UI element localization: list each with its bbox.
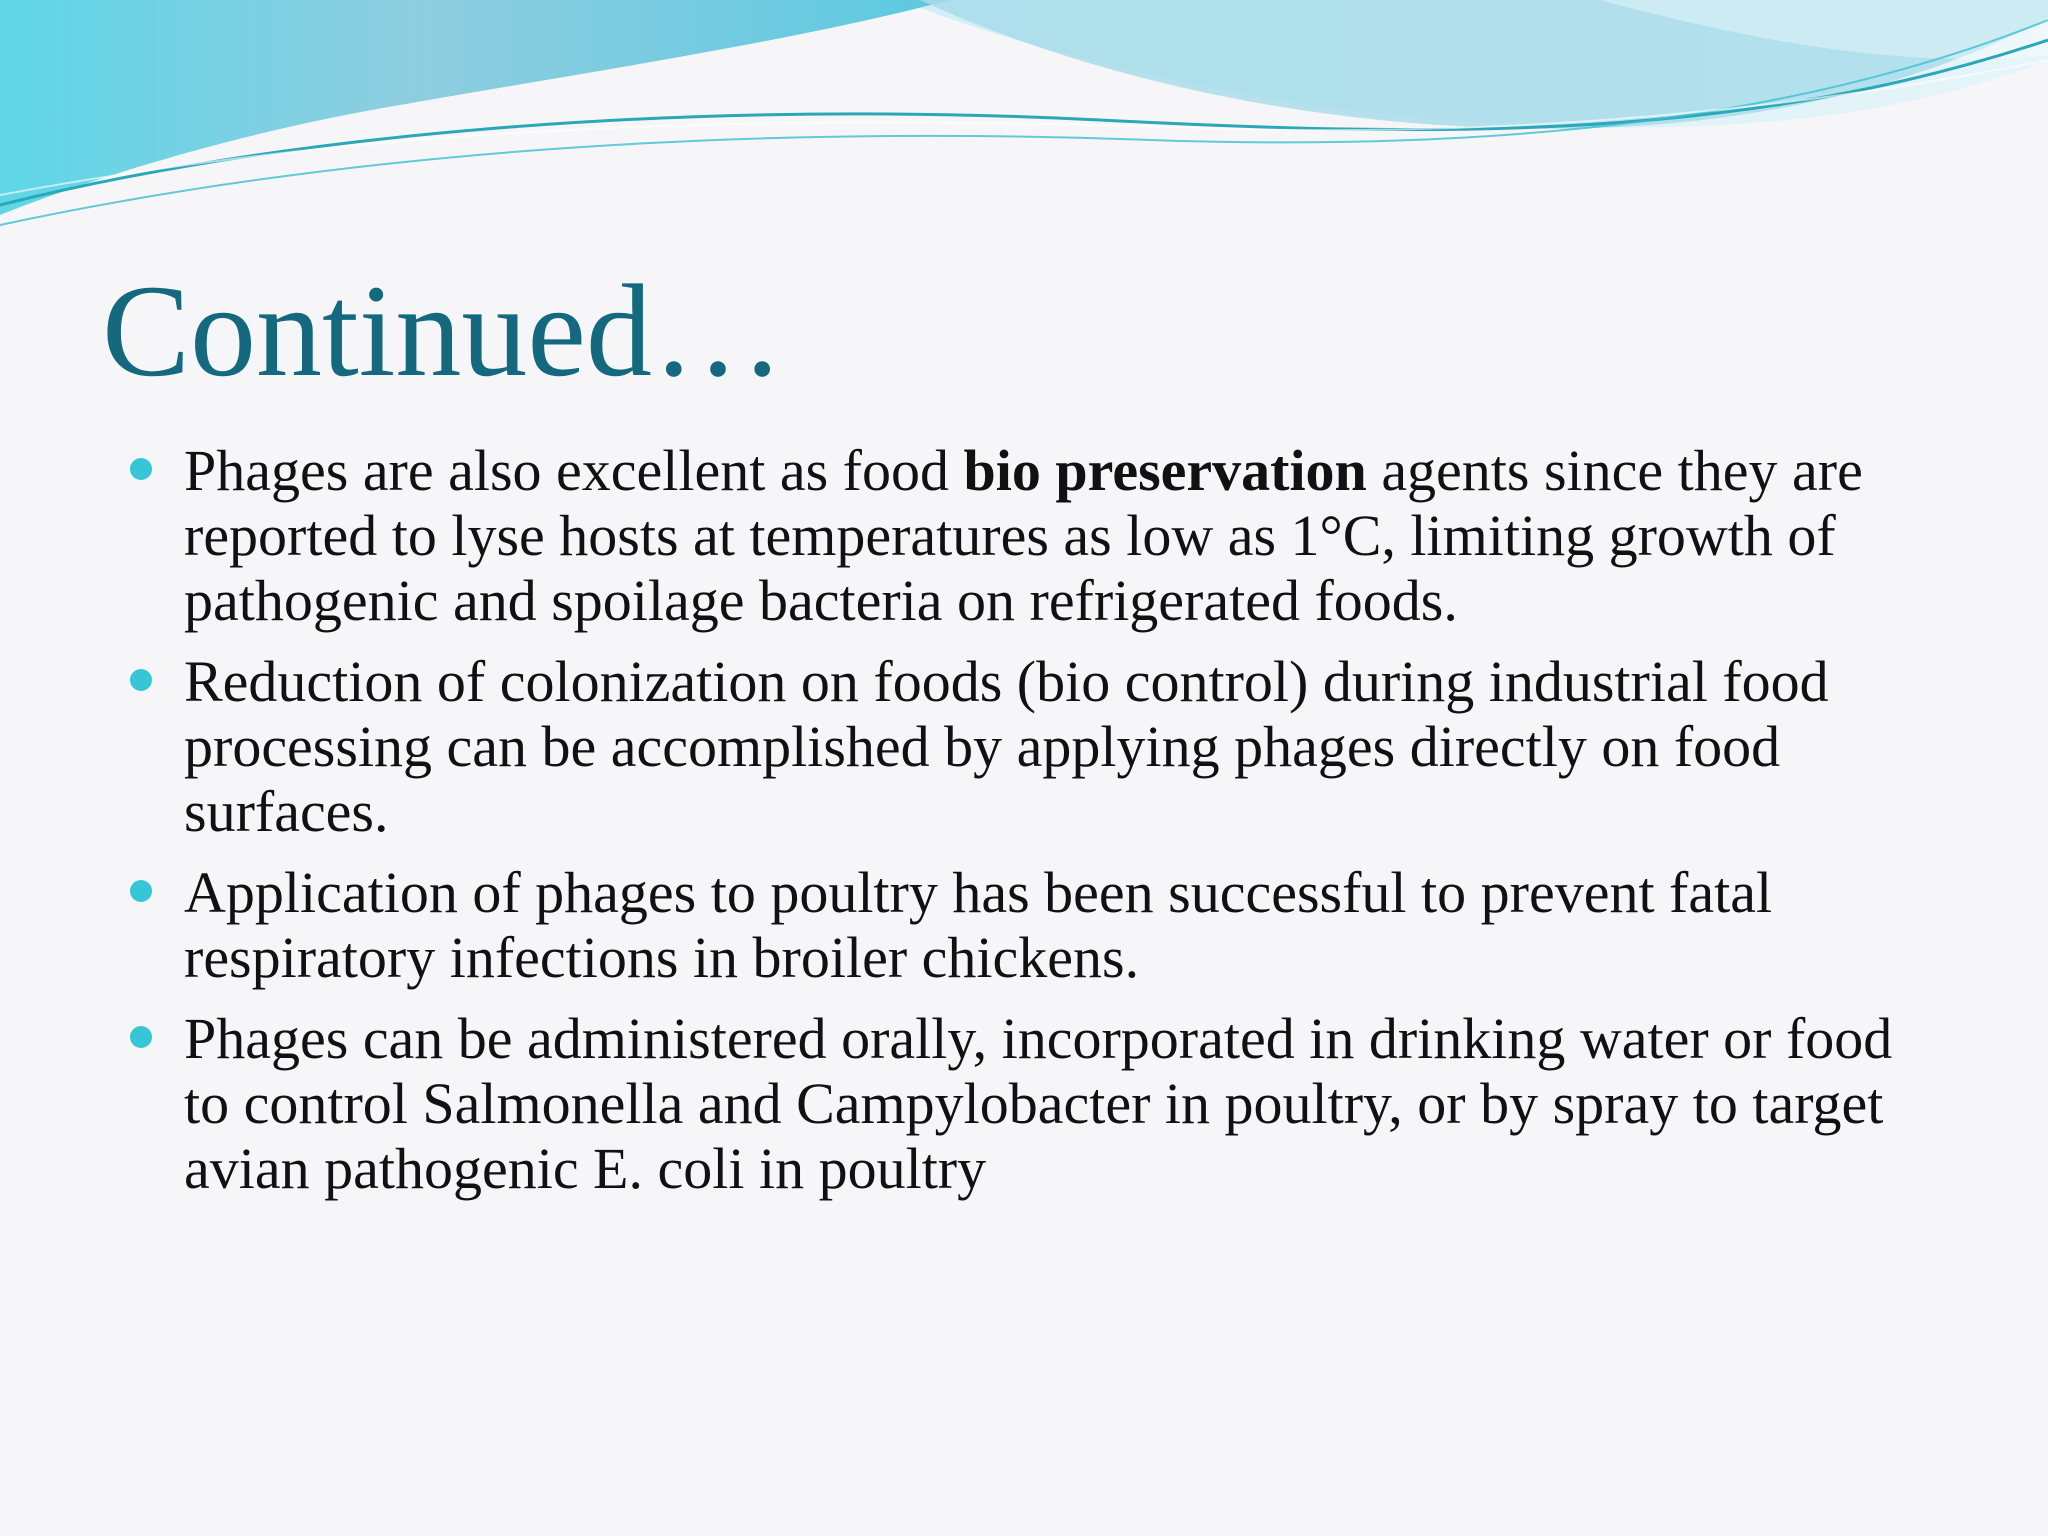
bullet-item-bio-control <box>130 649 1930 844</box>
bullet-list <box>130 438 1930 1217</box>
bullet-text: Reduction of colonization on foods (bio control) during industrial food processing can be accomplished by applying phages directly on food surfaces. <box>184 649 1829 844</box>
bullet-dot-icon <box>130 880 152 902</box>
bullet-text-part: agents since they are reported to lyse hosts at temperatures as low as 1°C, limiting growth of pathogenic and spoilage bacteria on refrigerated foods. <box>184 438 1863 633</box>
header-wave-decoration <box>0 0 2048 240</box>
bullet-text: Application of phages to poultry has been successful to prevent fatal respiratory infections in broiler chickens. <box>184 860 1773 990</box>
bullet-bold-term: bio preservation <box>963 438 1367 503</box>
bullet-item-poultry-application <box>130 860 1930 990</box>
bullet-dot-icon <box>130 458 152 480</box>
bullet-item-bio-preservation <box>130 438 1930 633</box>
bullet-dot-icon <box>130 669 152 691</box>
slide-title: Continued… <box>102 257 784 404</box>
bullet-dot-icon <box>130 1026 152 1048</box>
bullet-item-administration <box>130 1006 1930 1201</box>
bullet-text: Phages can be administered orally, incorporated in drinking water or food to control Salmonella and Campylobacter in poultry, or by spray to target avian pathogenic E. coli in poultry <box>184 1006 1893 1201</box>
bullet-text-part: Phages are also excellent as food <box>184 438 964 503</box>
